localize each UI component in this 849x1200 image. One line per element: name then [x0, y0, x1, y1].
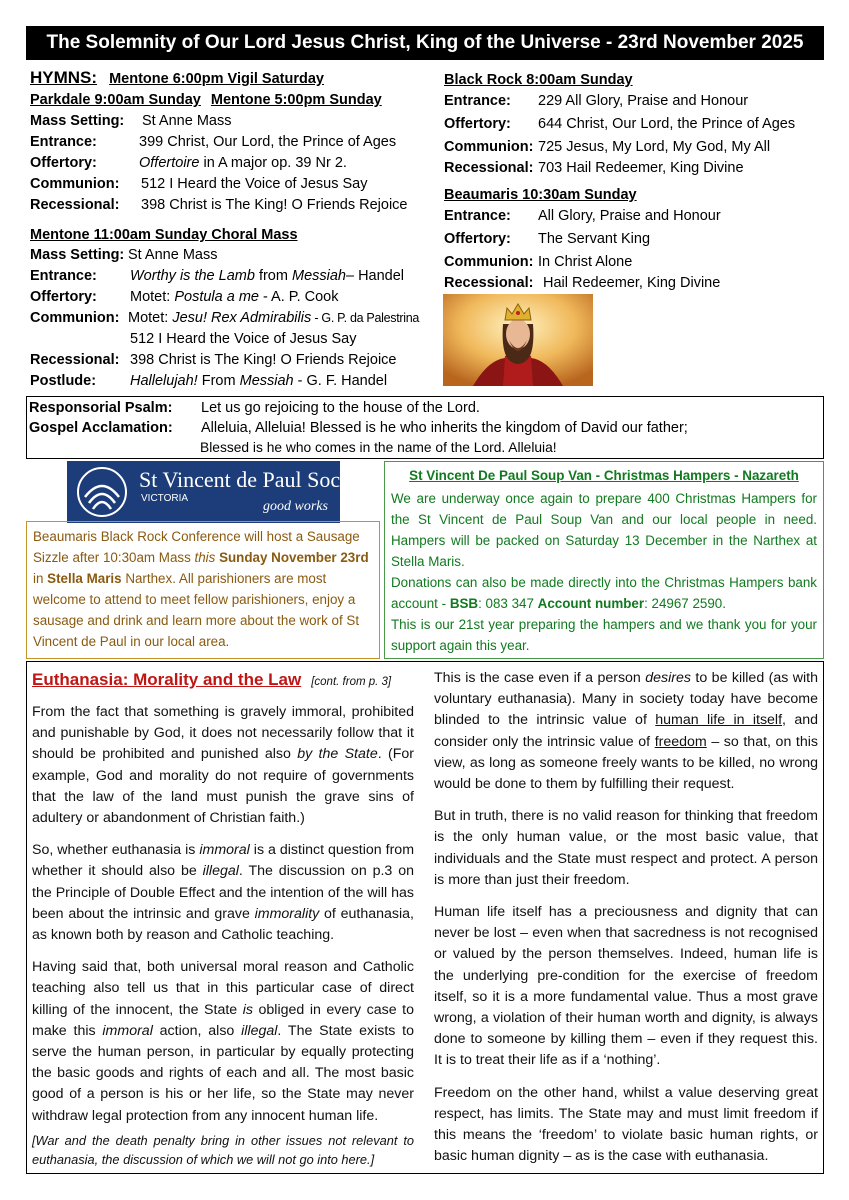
value: 398 Christ is The King! O Friends Rejoice — [130, 352, 397, 368]
choral-communion-2: 512 I Heard the Voice of Jesus Say — [130, 331, 357, 347]
svdp-sausage-box — [26, 521, 380, 659]
choral-recessional — [30, 350, 397, 371]
svdp-logo-sub: VICTORIA — [141, 493, 189, 504]
parkdale-heading: Parkdale 9:00am Sunday — [30, 92, 201, 108]
page-banner: The Solemnity of Our Lord Jesus Christ, King of the Universe - 23rd November 2025 — [26, 26, 824, 60]
article-para-r2: But in truth, there is no valid reason for thinking that freedom is the only human value, or the most basic value, that individuals and the State must respect and protect. A person is more than just their freedom. — [434, 808, 818, 888]
label: Entrance: — [444, 208, 511, 224]
gospel-label: Gospel Acclamation: — [29, 420, 173, 436]
choral-heading: Mentone 11:00am Sunday Choral Mass — [30, 227, 298, 243]
article-left-column — [32, 668, 414, 1180]
parkdale-communion — [30, 174, 368, 195]
blackrock-entrance — [444, 90, 748, 112]
label: Entrance: — [30, 268, 97, 284]
hymns-heading-line — [30, 67, 324, 90]
label: Communion: — [444, 139, 534, 155]
value: In Christ Alone — [538, 254, 633, 270]
value-mid: From — [197, 373, 240, 389]
article-para-2 — [32, 840, 414, 946]
christ-the-king-image — [443, 294, 593, 386]
parkdale-entrance — [30, 132, 396, 153]
label: Communion: — [30, 176, 120, 192]
value: Hail Redeemer, King Divine — [543, 275, 721, 291]
gospel-text: Alleluia, Alleluia! Blessed is he who inherits the kingdom of David our father; — [201, 420, 688, 436]
value: 229 All Glory, Praise and Honour — [538, 93, 749, 109]
article-para-r3: Human life itself has a preciousness and dignity that can never be lost – even when that sacredness is not recognised or valued by the person themselves. Indeed, human life is the underlying pre-condition for the exercise of freedom itself, so it is a more fundamental value. Thus a most grave wrong, a violation of their human worth and dignity, is always done to someone by killing them – even if they request this. It is to treat their life as if a ‘nothing’. — [434, 904, 818, 1069]
beaumaris-heading: Beaumaris 10:30am Sunday — [444, 187, 637, 203]
value-title: Postula a me — [174, 289, 259, 305]
svdp-date: Sunday November 23rd — [215, 550, 369, 565]
text: . The State exists to serve the human person, in particular by equally protecting the basic goods and rights of each and all. The most basic good of a person is his or her life, so the State may never withdraw legal protection from any innocent human life. — [32, 1022, 415, 1124]
psalm-row — [29, 400, 480, 416]
label: Postlude: — [30, 373, 97, 389]
value-prefix: Motet: — [130, 289, 175, 305]
parkdale-mass-setting — [30, 111, 231, 132]
label: Mass Setting: — [30, 113, 125, 129]
blackrock-offertory — [444, 113, 795, 135]
value: 512 I Heard the Voice of Jesus Say — [141, 176, 368, 192]
parkdale-recessional — [30, 195, 408, 216]
svdp-logo — [67, 461, 374, 523]
label: Offertory: — [444, 116, 511, 132]
label: Recessional: — [444, 160, 534, 176]
svdp-in: in — [33, 571, 48, 586]
account-value: : 24967 2590. — [644, 596, 726, 611]
article-title: Euthanasia: Morality and the Law — [32, 670, 302, 689]
article-para-1 — [32, 702, 414, 829]
beaumaris-communion — [444, 251, 632, 273]
text: From the fact that something is gravely immoral, prohibited and punishable by God, it does not necessarily follow that it should be prohibited and punished also — [32, 704, 414, 763]
label: Entrance: — [444, 93, 511, 109]
em: illegal — [241, 1022, 278, 1039]
underlined: human life in itself — [655, 712, 783, 729]
article-cont: [cont. from p. 3] — [311, 676, 392, 688]
svdp-logo-tag: good works — [263, 499, 328, 514]
text: . The discussion on p.3 on the Principle of Double Effect and the intention of the will has been about the intrinsic and grave — [32, 863, 414, 922]
article-note: [War and the death penalty bring in other issues not relevant to euthanasia, the discussion of which we will not go into here.] — [32, 1132, 414, 1167]
soup-van-p2-text: Donations can also be made directly into the Christmas Hampers bank account - — [391, 575, 817, 611]
beaumaris-offertory — [444, 228, 650, 250]
value-work: Messiah — [291, 268, 346, 284]
svdp-emblem-icon — [71, 461, 133, 523]
text: . (For example, God and morality do not require of governments that the law of the land must punish the grave sins of adultery or abandonment of Christian faith.) — [32, 746, 415, 827]
value: St Anne Mass — [128, 247, 218, 263]
psalm-text: Let us go rejoicing to the house of the Lord. — [201, 400, 480, 416]
text: So, whether euthanasia is — [32, 842, 200, 859]
label: Offertory: — [30, 289, 97, 305]
gospel-row — [29, 420, 688, 436]
em: is — [242, 1001, 253, 1018]
text: to be killed (as with voluntary euthanasia). Many in society today have become blinded to the intrinsic value of — [434, 670, 818, 729]
soup-van-p1: We are underway once again to prepare 400 Christmas Hampers for the St Vincent de Paul Soup Van and our local people in need. Hampers will be packed on Saturday 13 December in the Narthex at Stella Maris. — [391, 491, 817, 569]
beaumaris-recessional — [444, 272, 720, 294]
soup-van-title: St Vincent De Paul Soup Van - Christmas Hampers - Nazareth — [409, 468, 799, 483]
em: immorality — [254, 905, 320, 922]
value-rest: - G. P. da Palestrina — [311, 311, 420, 325]
text: This is the case even if a person — [434, 670, 646, 686]
article-para-3 — [32, 957, 414, 1127]
em: desires — [645, 670, 691, 686]
choral-communion — [30, 308, 419, 329]
em: by the State — [297, 746, 378, 763]
label: Offertory: — [30, 155, 97, 171]
soup-van-p2 — [391, 572, 817, 614]
value: The Servant King — [538, 231, 651, 247]
article-heading — [32, 668, 414, 694]
value-rest: in A major op. 39 Nr 2. — [199, 155, 347, 171]
label: Communion: — [444, 254, 534, 270]
svdp-paragraph — [33, 526, 373, 652]
value-rest: - A. P. Cook — [258, 289, 339, 305]
value: St Anne Mass — [142, 113, 232, 129]
label: Recessional: — [30, 197, 120, 213]
text: action, also — [152, 1022, 242, 1039]
em: immoral — [199, 842, 250, 859]
svdp-text-1: Beaumaris Black Rock Conference will host a Sausage Sizzle after 10:30am Mass — [33, 529, 360, 565]
article-para-r4: Freedom on the other hand, whilst a value deserving great respect, has limits. The State may and must limit freedom if this means the ‘freedom’ to violate basic human rights, or basic human dignity – as is the case with euthanasia. — [434, 1084, 818, 1165]
blackrock-recessional — [444, 157, 744, 179]
parkdale-heading-line — [30, 90, 382, 111]
value: 725 Jesus, My Lord, My God, My All — [538, 139, 771, 155]
soup-van-p3: This is our 21st year preparing the hampers and we thank you for your support again this year. — [391, 617, 817, 653]
article-right-column — [434, 668, 818, 1178]
value: All Glory, Praise and Honour — [538, 208, 721, 224]
hymns-heading: HYMNS: — [30, 68, 98, 87]
value-title: Worthy is the Lamb — [130, 268, 255, 284]
svdp-text-2: Narthex. All parishioners are most welcome to attend to meet fellow parishioners, enjoy a sausage and drink and learn more about the work of St Vincent de Paul in our local area. — [33, 571, 360, 649]
em: immoral — [102, 1022, 153, 1039]
value-work: Messiah — [239, 373, 294, 389]
bsb-label: BSB — [449, 596, 479, 611]
text: obliged in every case to make this — [32, 1001, 414, 1039]
mentone-vigil-heading: Mentone 6:00pm Vigil Saturday — [109, 71, 324, 87]
text: is a distinct question from whether it should also be — [32, 842, 415, 880]
svdp-logo-name: St Vincent de Paul Society — [139, 467, 374, 492]
article-para-r1 — [434, 668, 818, 795]
choral-postlude — [30, 371, 387, 392]
article-box — [26, 661, 824, 1174]
label: Mass Setting: — [30, 247, 125, 263]
em: illegal — [202, 863, 239, 880]
value-mid: from — [254, 268, 292, 284]
value: 398 Christ is The King! O Friends Rejoice — [141, 197, 408, 213]
value: 644 Christ, Our Lord, the Prince of Ages — [538, 116, 796, 132]
blackrock-communion — [444, 136, 770, 158]
label: Offertory: — [444, 231, 511, 247]
value-title: Hallelujah! — [130, 373, 198, 389]
text: of euthanasia, as known both by reason and Catholic teaching. — [32, 905, 414, 944]
choral-offertory — [30, 287, 339, 308]
psalm-label: Responsorial Psalm: — [29, 400, 173, 416]
account-label: Account number — [537, 596, 645, 611]
blackrock-heading: Black Rock 8:00am Sunday — [444, 72, 633, 88]
choral-mass-setting — [30, 245, 217, 266]
underlined: freedom — [654, 733, 707, 750]
bsb-value: : 083 347 — [478, 596, 538, 611]
psalm-box — [26, 396, 824, 459]
label: Recessional: — [30, 352, 120, 368]
value: 399 Christ, Our Lord, the Prince of Ages — [139, 134, 397, 150]
beaumaris-entrance — [444, 205, 721, 227]
value-title: Jesu! Rex Admirabilis — [172, 310, 312, 326]
value-rest: - G. F. Handel — [293, 373, 388, 389]
value-title: Offertoire — [139, 155, 200, 171]
choral-entrance — [30, 266, 404, 287]
parkdale-offertory — [30, 153, 347, 174]
mentone-5pm-heading: Mentone 5:00pm Sunday — [210, 92, 382, 108]
label: Entrance: — [30, 134, 97, 150]
soup-van-box — [384, 461, 824, 659]
svdp-place: Stella Maris — [47, 571, 122, 586]
label: Recessional: — [444, 275, 534, 291]
value-rest: – Handel — [345, 268, 405, 284]
value-prefix: Motet: — [128, 310, 173, 326]
label: Communion: — [30, 310, 120, 326]
svdp-this: this — [194, 550, 216, 565]
gospel-text-2: Blessed is he who comes in the name of the Lord. Alleluia! — [200, 440, 557, 455]
text: , and consider only the intrinsic value of — [434, 712, 818, 750]
text: – so that, on this view, as long as someone freely wants to be killed, no wrong would be done to them by fulfilling their request. — [434, 733, 818, 793]
value: 703 Hail Redeemer, King Divine — [538, 160, 744, 176]
text: Having said that, both universal moral reason and Catholic teaching also tell us that in this particular case of direct killing of the innocent, the State — [32, 959, 414, 1018]
